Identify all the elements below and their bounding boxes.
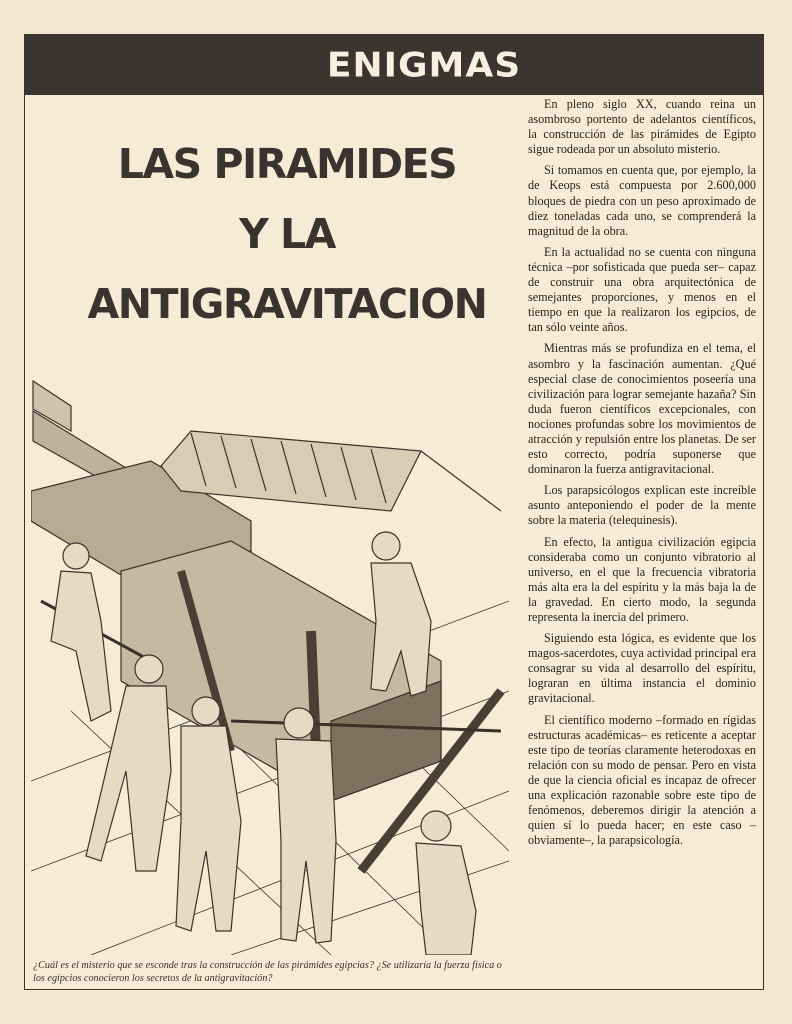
paragraph: El científico moderno –formado en rígidas estructuras académicas– es reticente a aceptar este tipo de teorías claramente heterodoxas en relación con su modo de pensar. Pero en vista de que la ciencia oficial es incapaz de ofrecer una explicación razonable sobre este tipo de fenómenos, deberemos dirigir la atención a quien sí lo pueda hacer; en este caso –obviamente–, la parapsicología. bbox=[528, 712, 756, 848]
section-banner bbox=[25, 35, 763, 95]
article-frame bbox=[24, 34, 764, 990]
pyramid-workers-illustration bbox=[31, 351, 509, 955]
illustration-caption: ¿Cuál es el misterio que se esconde tras la construcción de las pirámides egipcias? ¿Se utilizaría la fuerza física o los egipcios conocieron los secretos de la antigravitación? bbox=[33, 960, 502, 984]
paragraph: En pleno siglo XX, cuando reina un asombroso portento de adelantos científicos, la construcción de las pirámides de Egipto sigue rodeada por un absoluto misterio. bbox=[528, 97, 756, 157]
paragraph: En la actualidad no se cuenta con ninguna técnica –por sofisticada que pueda ser– capaz de construir una obra arquitectónica de semejantes proporciones, y menos en el tiempo en que la realizaron los egipcios, de tan sólo veinte años. bbox=[528, 244, 756, 335]
title-line-2: Y LA bbox=[239, 210, 335, 258]
paragraph: Mientras más se profundiza en el tema, el asombro y la fascinación aumentan. ¿Qué especial clase de conocimientos poseería una civilización para lograr semejante hazaña? Sin duda fueron científicos excepcionales, con nociones profundas sobre los movimientos de atracción y repulsión entre los planetas. De ser esto correcto, podría suponerse que dominaron la fuerza antigravitacional. bbox=[528, 341, 756, 477]
section-title: ENIGMAS bbox=[326, 45, 522, 85]
title-line-3: ANTIGRAVITACION bbox=[87, 280, 487, 328]
paragraph: En efecto, la antigua civilización egipcia consideraba como un conjunto vibratorio al universo, en el que la frecuencia vibratoria más alta era la del espíritu y la más baja la de la gravedad. En cierto modo, la segunda representa la inercia del primero. bbox=[528, 534, 756, 624]
paragraph: Siguiendo esta lógica, es evidente que los magos-sacerdotes, cuya actividad principal era consagrar su vida al desarrollo del espíritu, lograran en última instancia el dominio gravitacional. bbox=[528, 631, 756, 706]
article-body bbox=[528, 97, 756, 854]
title-line-1: LAS PIRAMIDES bbox=[117, 140, 457, 188]
article-title bbox=[77, 129, 497, 339]
paragraph: Los parapsicólogos explican este increíble asunto anteponiendo el poder de la mente sobre la materia (telequinesis). bbox=[528, 483, 756, 528]
paragraph: Si tomamos en cuenta que, por ejemplo, la de Keops está compuesta por 2.600,000 bloques de piedra con un peso aproximado de diez toneladas cada uno, se comprenderá la magnitud de la obra. bbox=[528, 163, 756, 238]
